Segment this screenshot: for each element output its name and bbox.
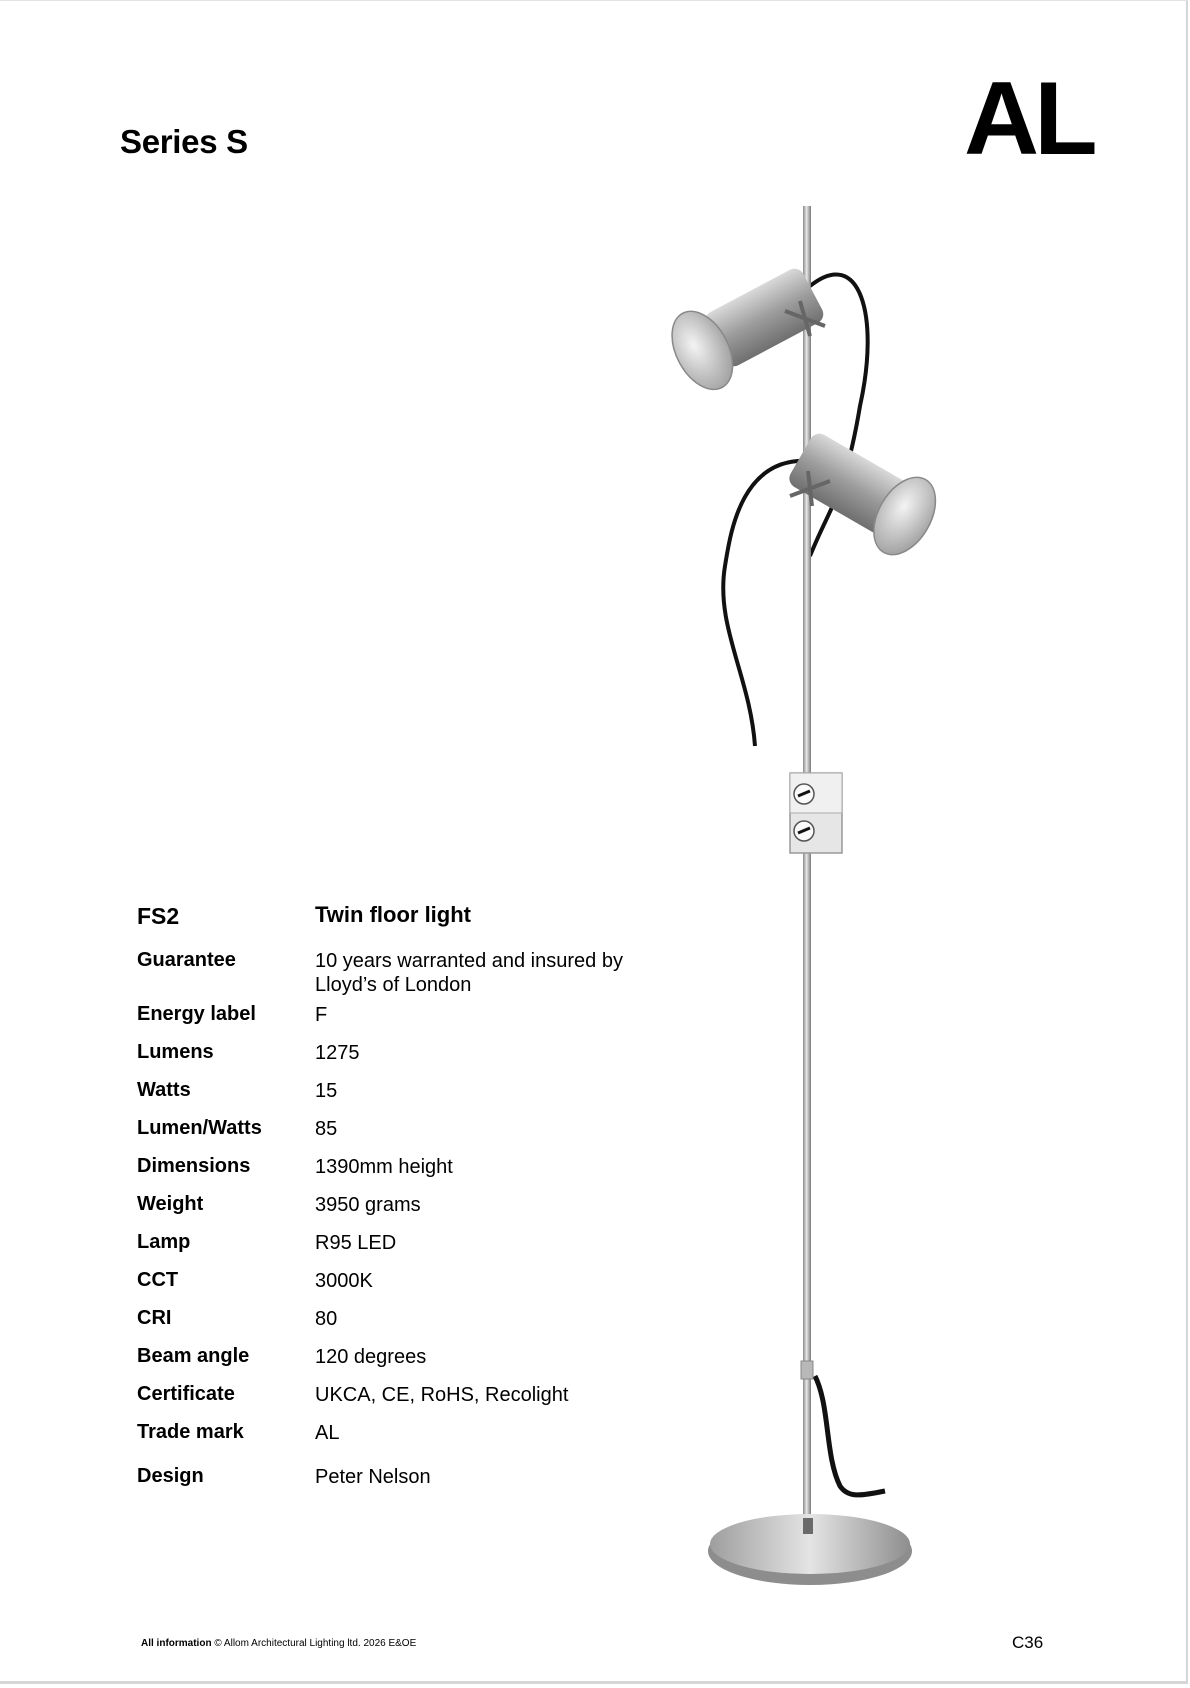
spec-label: Guarantee	[137, 949, 236, 971]
spec-value: UKCA, CE, RoHS, Recolight	[315, 1384, 569, 1406]
spec-row-weight	[137, 1193, 697, 1231]
spec-label: Design	[137, 1465, 204, 1487]
spec-value: 85	[315, 1118, 338, 1140]
spec-row-beam-angle	[137, 1345, 697, 1383]
spec-label: Lamp	[137, 1231, 191, 1253]
spec-label: CCT	[137, 1269, 179, 1291]
spec-row-guarantee	[137, 949, 697, 1003]
spec-value: 15	[315, 1080, 338, 1102]
spec-value: 1275	[315, 1042, 360, 1064]
spec-row-lumen-watts	[137, 1117, 697, 1155]
spec-value: 80	[315, 1308, 338, 1330]
product-name: Twin floor light	[315, 902, 471, 927]
spec-value: AL	[315, 1422, 340, 1444]
spec-label: Lumen/Watts	[137, 1117, 262, 1139]
spec-value: 1390mm height	[315, 1156, 453, 1178]
brand-logo: AL	[964, 61, 1093, 177]
spec-value-line: 10 years warranted and insured by	[315, 950, 623, 972]
spec-label: Beam angle	[137, 1345, 250, 1367]
spec-label: Trade mark	[137, 1421, 244, 1443]
spec-table	[137, 903, 697, 1503]
spec-row-certificate	[137, 1383, 697, 1421]
spec-row-watts	[137, 1079, 697, 1117]
page-number: C36	[1012, 1633, 1044, 1652]
spec-label: CRI	[137, 1307, 172, 1329]
spec-value: 3000K	[315, 1270, 373, 1292]
footer-note-text: © Allom Architectural Lighting ltd. 2026 E&OE	[211, 1638, 417, 1649]
spec-row-lamp	[137, 1231, 697, 1269]
spec-value: R95 LED	[315, 1232, 397, 1254]
spec-value: 120 degrees	[315, 1346, 427, 1368]
spec-label: Weight	[137, 1193, 204, 1215]
spec-label: Energy label	[137, 1003, 256, 1025]
product-code: FS2	[137, 903, 180, 929]
spec-label: Watts	[137, 1079, 191, 1101]
spec-row-cct	[137, 1269, 697, 1307]
spec-row-trade-mark	[137, 1421, 697, 1465]
spec-label: Lumens	[137, 1041, 214, 1063]
product-header-row	[137, 903, 697, 949]
spec-row-design	[137, 1465, 697, 1503]
spec-value: 3950 grams	[315, 1194, 421, 1216]
spec-label: Certificate	[137, 1383, 235, 1405]
footer-note	[141, 1638, 416, 1649]
footer-note-bold: All information	[141, 1638, 212, 1649]
spec-value	[315, 949, 697, 1003]
floor-lamp-image	[660, 206, 960, 1606]
spec-row-lumens	[137, 1041, 697, 1079]
spec-value: Peter Nelson	[315, 1466, 431, 1488]
spec-row-cri	[137, 1307, 697, 1345]
spec-label: Dimensions	[137, 1155, 251, 1177]
spec-row-dimensions	[137, 1155, 697, 1193]
spec-value-line: Lloyd’s of London	[315, 974, 472, 996]
spec-value: F	[315, 1004, 328, 1026]
series-title: Series S	[120, 123, 248, 160]
spec-row-energy-label	[137, 1003, 697, 1041]
